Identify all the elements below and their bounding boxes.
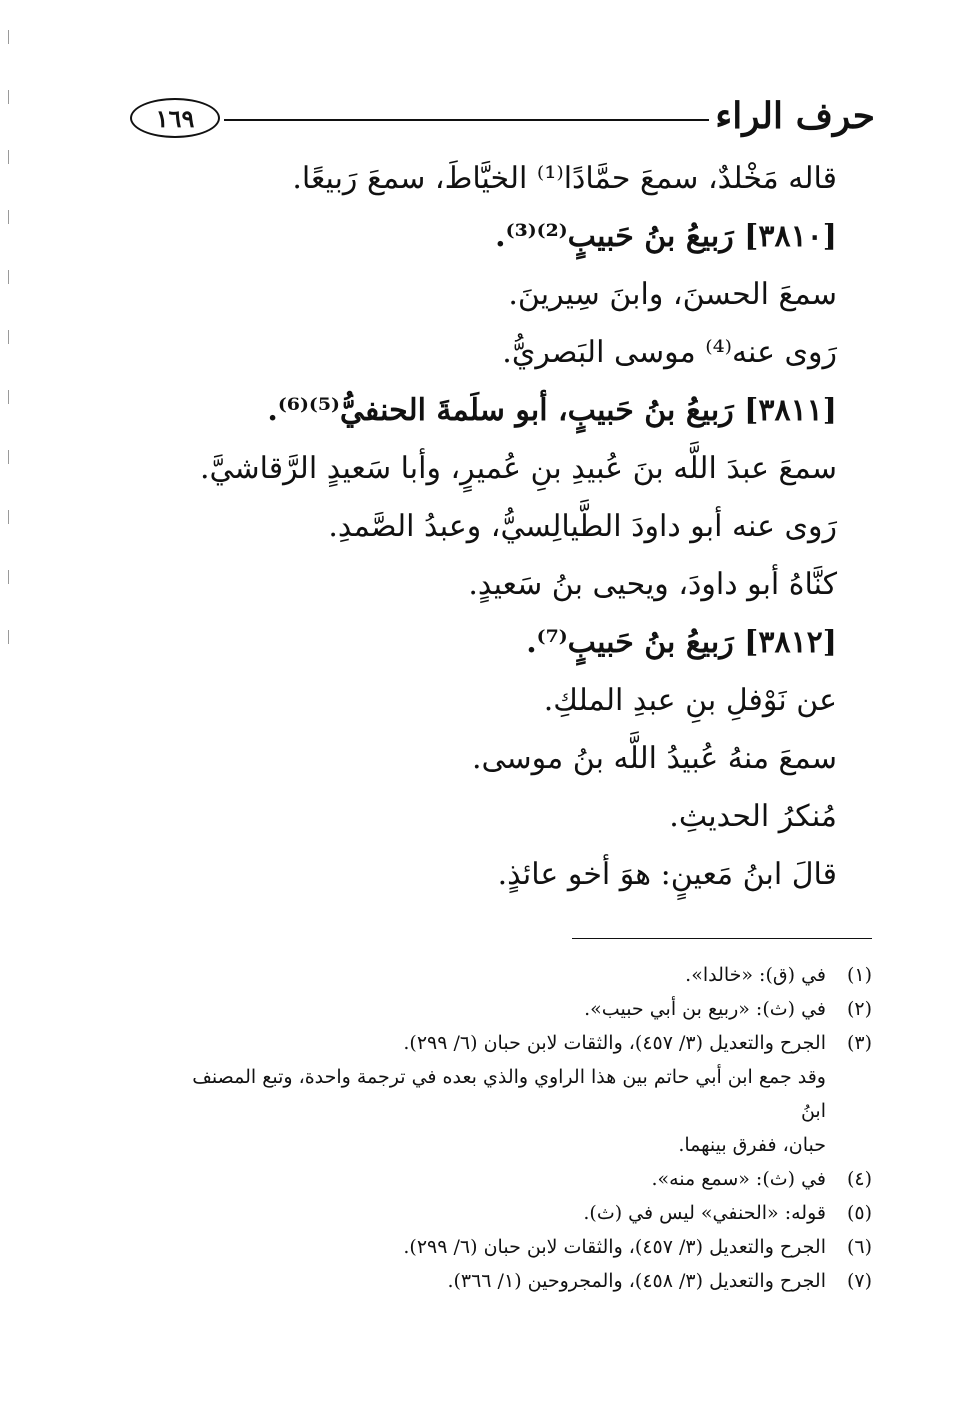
page-number: ١٦٩ — [155, 103, 195, 133]
entry-heading: [٣٨١٠] رَبيعُ بنُ حَبيبٍ⁽²⁾⁽³⁾. — [495, 219, 837, 254]
footnote-number — [826, 1128, 872, 1162]
main-text — [117, 150, 837, 904]
footnote — [172, 1196, 872, 1230]
footnotes — [172, 958, 872, 1298]
text-line: سمعَ عبدَ اللَّه بنَ عُبيدِ بنِ عُميرٍ، وأبا سَعيدٍ الرَّقاشيَّ. — [199, 451, 837, 486]
page-number-badge — [130, 98, 220, 138]
footnote-text: حبان، ففرق بينهما. — [678, 1134, 826, 1156]
footnote — [172, 958, 872, 992]
entry-heading: [٣٨١٢] رَبيعُ بنُ حَبيبٍ⁽⁷⁾. — [526, 625, 837, 660]
text-line: كنَّاهُ أبو داودَ، ويحيى بنُ سَعيدٍ. — [468, 567, 837, 602]
text-line: رَوى عنه أبو داودَ الطَّيالِسيُّ، وعبدُ الصَّمدِ. — [328, 509, 837, 544]
text-line: عن نَوْفلِ بنِ عبدِ الملكِ. — [543, 683, 837, 718]
footnote-rule — [572, 938, 872, 939]
text-line: رَوى عنه⁽⁴⁾ موسى البَصريُّ. — [502, 335, 837, 370]
footnote — [172, 1264, 872, 1298]
footnote — [172, 1128, 872, 1162]
footnote — [172, 1026, 872, 1060]
entry-heading: [٣٨١١] رَبيعُ بنُ حَبيبٍ، أبو سلَمةَ الحنفيُّ⁽⁵⁾⁽⁶⁾. — [267, 393, 837, 428]
footnote-number: (٢) — [846, 998, 872, 1020]
footnote-number: (٣) — [846, 1032, 872, 1054]
page-title: حرف الراء — [715, 95, 875, 137]
footnote — [172, 1162, 872, 1196]
margin-marks — [8, 30, 12, 650]
text-line: سمعَ الحسنَ، وابنَ سِيرينَ. — [508, 277, 837, 312]
footnote-text: في (ق): «خالدا». — [685, 964, 826, 986]
footnote-text: في (ث): «سمع منه». — [651, 1168, 826, 1190]
footnote-number: (٦) — [846, 1236, 872, 1258]
footnote-text: وقد جمع ابن أبي حاتم بين هذا الراوي والذي بعده في ترجمة واحدة، وتبع المصنف ابنُ — [192, 1066, 826, 1122]
footnote-number — [826, 1060, 872, 1128]
footnote-number: (٥) — [846, 1202, 872, 1224]
text-line: مُنكرُ الحديثِ. — [669, 799, 837, 834]
footnote — [172, 1060, 872, 1128]
page-header — [130, 92, 875, 148]
footnote-text: الجرح والتعديل (٣/ ٤٥٨)، والمجروحين (١/ ٣٦٦). — [447, 1270, 826, 1292]
header-rule — [224, 119, 709, 121]
footnote — [172, 992, 872, 1026]
footnote-number: (٤) — [846, 1168, 872, 1190]
text-line: سمعَ منهُ عُبيدُ اللَّه بنُ موسى. — [471, 741, 837, 776]
footnote — [172, 1230, 872, 1264]
footnote-number: (١) — [846, 964, 872, 986]
footnote-text: الجرح والتعديل (٣/ ٤٥٧)، والثقات لابن حبان (٦/ ٢٩٩). — [403, 1236, 826, 1258]
footnote-text: قوله: «الحنفي» ليس في (ث). — [583, 1202, 826, 1224]
footnote-text: الجرح والتعديل (٣/ ٤٥٧)، والثقات لابن حبان (٦/ ٢٩٩). — [403, 1032, 826, 1054]
text-line: قالَ ابنُ مَعينٍ: هوَ أخو عائذٍ. — [497, 857, 837, 892]
text-line: قاله مَخْلدٌ، سمعَ حمَّادًا⁽¹⁾ الخيَّاطَ، سمعَ رَبيعًا. — [292, 161, 837, 196]
footnote-number: (٧) — [846, 1270, 872, 1292]
footnote-text: في (ث): «ربيع بن أبي حبيب». — [584, 998, 826, 1020]
